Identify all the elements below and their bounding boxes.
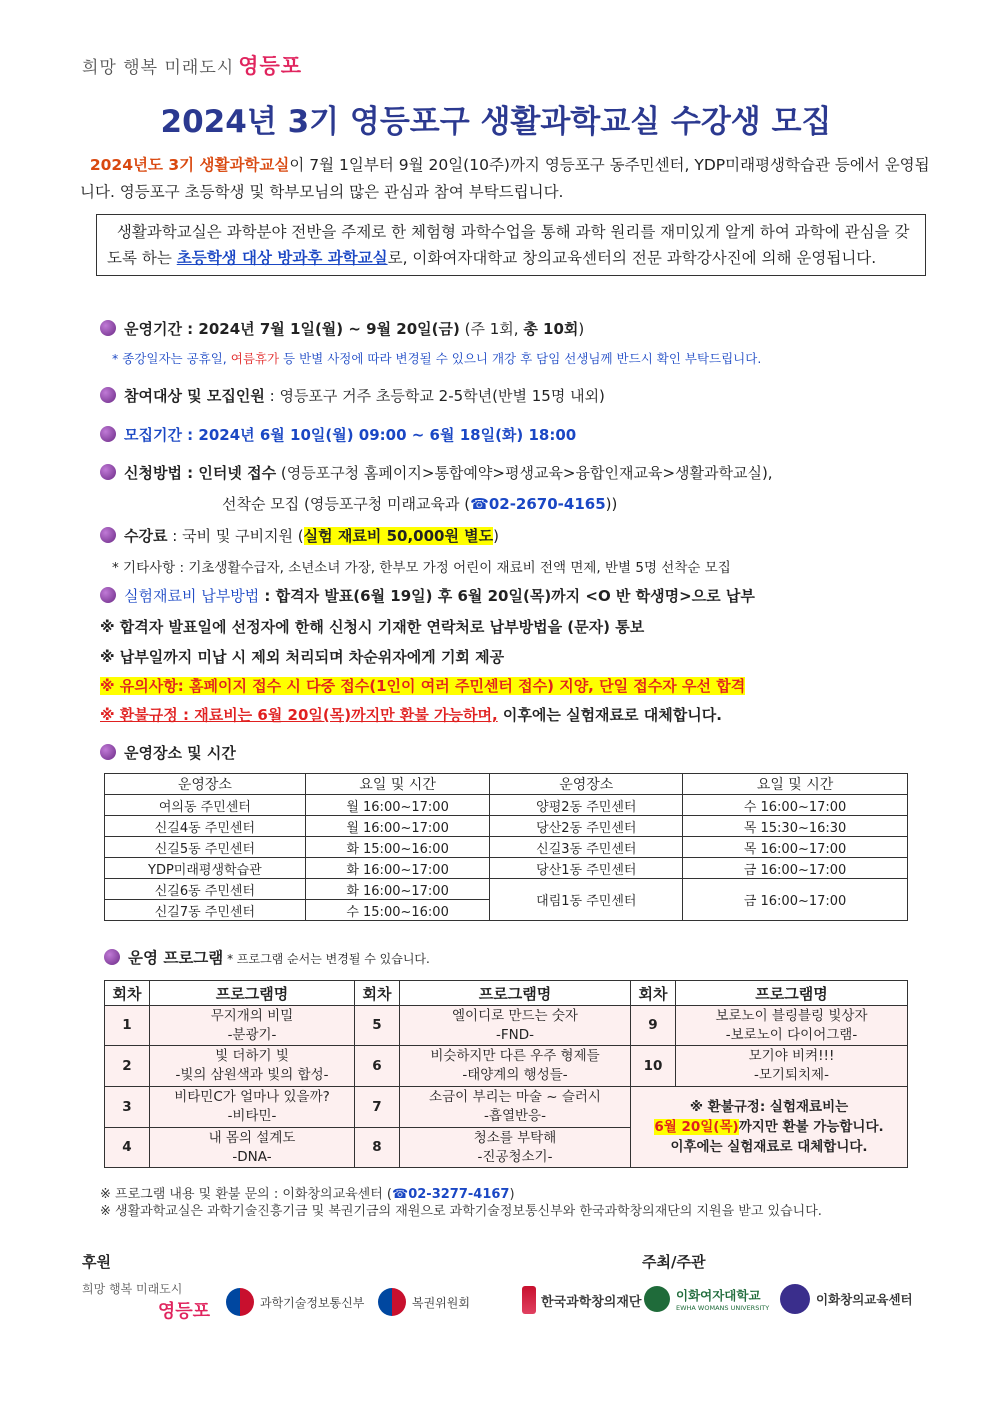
table-row bbox=[105, 858, 908, 879]
table-row bbox=[105, 1046, 908, 1087]
program-cell bbox=[150, 1006, 355, 1046]
bullet-icon bbox=[100, 426, 116, 442]
program-sub: -빛의 삼원색과 빛의 합성- bbox=[175, 1067, 329, 1083]
fee-label: 수강료 bbox=[124, 527, 168, 545]
program-cell bbox=[676, 1006, 908, 1046]
ewha-logo bbox=[644, 1286, 769, 1312]
period-extra: (주 1회, bbox=[459, 320, 524, 338]
city-logo bbox=[82, 1280, 210, 1323]
bullet-icon bbox=[104, 949, 120, 965]
venue-name: 당산2동 주민센터 bbox=[490, 816, 683, 837]
recruit-row bbox=[100, 424, 576, 445]
intro-text: 이 7월 1일부터 9월 20일(10주)까지 영등포구 동주민센터, YDP미래평생학습관 등에서 운영됩니다. 영등포구 초등학생 및 학부모님의 많은 관심과 참여 부탁드립니다. bbox=[80, 156, 930, 201]
col-num: 회차 bbox=[355, 981, 400, 1006]
venue-name: 신길5동 주민센터 bbox=[105, 837, 306, 858]
contact-b: ) bbox=[509, 1187, 515, 1202]
table-row bbox=[105, 879, 908, 900]
target-row bbox=[100, 385, 605, 406]
venue-time: 화 16:00~17:00 bbox=[305, 858, 490, 879]
venue-time: 목 16:00~17:00 bbox=[683, 837, 908, 858]
table-row bbox=[105, 1006, 908, 1046]
taegeuk-icon bbox=[226, 1288, 254, 1316]
description-box bbox=[96, 214, 926, 276]
notice-3-text: ※ 유의사항: 홈페이지 접수 시 다중 접수(1인이 여러 주민센터 접수) 지양, 단일 접수자 우선 합격 bbox=[100, 677, 746, 695]
venue-name: 대림1동 주민센터 bbox=[490, 879, 683, 921]
program-cell bbox=[150, 1046, 355, 1087]
apply-row bbox=[100, 462, 773, 483]
bullet-icon bbox=[100, 387, 116, 403]
fee-value: : 국비 및 구비지원 ( bbox=[167, 527, 304, 545]
program-sub: -진공청소기- bbox=[477, 1148, 553, 1165]
program-title: 무지개의 비밀 bbox=[210, 1007, 294, 1024]
program-num: 9 bbox=[631, 1006, 676, 1046]
bullet-icon bbox=[100, 320, 116, 336]
contact-phone: ☎02-3277-4167 bbox=[392, 1187, 510, 1202]
apply-value: (영등포구청 홈페이지>통합예약>평생교육>융합인재교육>생활과학교실), bbox=[276, 464, 773, 482]
program-sub: -DNA- bbox=[232, 1148, 272, 1165]
payment-value: : 합격자 발표(6월 19일) 후 6월 20일(목)까지 <O 반 학생명>으로 납부 bbox=[259, 587, 755, 605]
program-sub: -FND- bbox=[495, 1026, 534, 1043]
program-title: 엘이디로 만드는 숫자 bbox=[452, 1007, 578, 1024]
lottery-logo bbox=[378, 1288, 470, 1316]
taegeuk-icon bbox=[378, 1288, 406, 1316]
program-title: 보로노이 블링블링 빛상자 bbox=[715, 1007, 868, 1024]
refund-c: 이후에는 실험재료로 대체합니다. bbox=[670, 1139, 868, 1155]
period-note-red: 여름휴가 bbox=[230, 351, 280, 366]
venues-col-4: 요일 및 시간 bbox=[683, 774, 908, 795]
fee-highlight: 실험 재료비 50,000원 별도 bbox=[303, 527, 494, 545]
refund-note bbox=[631, 1087, 908, 1168]
center-name: 이화창의교육센터 bbox=[816, 1292, 913, 1307]
slogan-text: 희망 행복 미래도시 bbox=[82, 58, 235, 78]
program-sub: -태양계의 행성들- bbox=[462, 1067, 568, 1083]
period-row bbox=[100, 318, 584, 339]
venue-time: 월 16:00~17:00 bbox=[305, 816, 490, 837]
period-count: 총 10회 bbox=[523, 320, 579, 338]
period-close: ) bbox=[578, 320, 585, 338]
col-num: 회차 bbox=[631, 981, 676, 1006]
bullet-icon bbox=[100, 587, 116, 603]
period-note bbox=[112, 349, 761, 367]
venue-name: 양평2동 주민센터 bbox=[490, 795, 683, 816]
bullet-icon bbox=[100, 527, 116, 543]
notice-2: ※ 납부일까지 미납 시 제외 처리되며 차순위자에게 기회 제공 bbox=[100, 648, 505, 666]
notice-4-rest: 이후에는 실험재료로 대체합니다. bbox=[497, 706, 722, 724]
venues-heading-row bbox=[100, 742, 236, 763]
page-title: 2024년 3기 영등포구 생활과학교실 수강생 모집 bbox=[160, 104, 832, 140]
venues-table bbox=[104, 773, 908, 921]
venue-name: 신길7동 주민센터 bbox=[105, 900, 306, 921]
refund-a: ※ 환불규정: 실험재료비는 bbox=[689, 1099, 849, 1115]
col-name: 프로그램명 bbox=[150, 981, 355, 1006]
venues-col-1: 운영장소 bbox=[105, 774, 306, 795]
table-row bbox=[105, 1087, 908, 1128]
intro-paragraph bbox=[80, 152, 930, 206]
target-label: 참여대상 및 모집인원 bbox=[124, 387, 265, 405]
venue-time: 화 15:00~16:00 bbox=[305, 837, 490, 858]
venue-name: 당산1동 주민센터 bbox=[490, 858, 683, 879]
kofac-name: 한국과학창의재단 bbox=[541, 1294, 642, 1310]
recruit-period: 모집기간 : 2024년 6월 10일(월) 09:00 ~ 6월 18일(화) 18:00 bbox=[124, 426, 577, 444]
venue-time: 화 16:00~17:00 bbox=[305, 879, 490, 900]
program-sub: -보로노이 다이어그램- bbox=[725, 1026, 858, 1043]
program-num: 1 bbox=[105, 1006, 150, 1046]
venues-heading: 운영장소 및 시간 bbox=[124, 744, 236, 762]
fee-row bbox=[100, 525, 499, 546]
target-value: : 영등포구 거주 초등학교 2-5학년(반별 15명 내외) bbox=[264, 387, 605, 405]
venue-name: 신길3동 주민센터 bbox=[490, 837, 683, 858]
venue-time: 금 16:00~17:00 bbox=[683, 858, 908, 879]
lottery-name: 복권위원회 bbox=[412, 1295, 470, 1310]
apply-phone: ☎02-2670-4165 bbox=[470, 495, 606, 513]
notice-4-red: ※ 환불규정 : 재료비는 6월 20일(목)까지만 환불 가능하며, bbox=[100, 706, 498, 724]
ewha-name-en: EWHA WOMANS UNIVERSITY bbox=[676, 1304, 770, 1312]
period-note-b: 등 반별 사정에 따라 변경될 수 있으니 개강 후 담임 선생님께 반드시 확인 부탁드립니다. bbox=[279, 351, 762, 366]
host-label: 주최/주관 bbox=[642, 1253, 706, 1271]
fee-note: * 기타사항 : 기초생활수급자, 소년소녀 가장, 한부모 가정 어린이 재료비 전액 면제, 반별 5명 선착순 모집 bbox=[112, 560, 731, 576]
venue-name: 신길6동 주민센터 bbox=[105, 879, 306, 900]
venue-name: 여의동 주민센터 bbox=[105, 795, 306, 816]
kofac-icon bbox=[522, 1286, 536, 1314]
program-num: 3 bbox=[105, 1087, 150, 1128]
program-num: 8 bbox=[355, 1128, 400, 1168]
programs-table bbox=[104, 980, 908, 1168]
program-cell bbox=[400, 1006, 631, 1046]
programs-note: * 프로그램 순서는 변경될 수 있습니다. bbox=[223, 952, 430, 966]
venue-time: 금 16:00~17:00 bbox=[683, 879, 908, 921]
box-emphasis: 초등학생 대상 방과후 과학교실 bbox=[176, 249, 388, 267]
city-name: 영등포 bbox=[238, 54, 303, 78]
footer-funding: ※ 생활과학교실은 과학기술진흥기금 및 복권기금의 재원으로 과학기술정보통신부와 한국과학창의재단의 지원을 받고 있습니다. bbox=[100, 1204, 822, 1219]
venue-time: 월 16:00~17:00 bbox=[305, 795, 490, 816]
payment-label: 실험재료비 납부방법 bbox=[124, 587, 260, 605]
program-num: 7 bbox=[355, 1087, 400, 1128]
program-cell bbox=[150, 1087, 355, 1128]
program-sub: -흡열반응- bbox=[484, 1108, 546, 1124]
table-row bbox=[105, 795, 908, 816]
program-title: 소금이 부리는 마술 ~ 슬러시 bbox=[429, 1089, 601, 1105]
notice-1: ※ 합격자 발표일에 선정자에 한해 신청시 기재한 연락처로 납부방법을 (문자) 통보 bbox=[100, 618, 645, 636]
contact-a: ※ 프로그램 내용 및 환불 문의 : 이화창의교육센터 ( bbox=[100, 1187, 393, 1202]
msit-logo bbox=[226, 1288, 364, 1316]
refund-date: 6월 20일(목) bbox=[654, 1119, 739, 1135]
apply-label: 신청방법 : 인터넷 접수 bbox=[124, 464, 277, 482]
notice-4 bbox=[100, 704, 722, 725]
city-logo-slogan: 희망 행복 미래도시 bbox=[82, 1282, 183, 1296]
apply-row-2 bbox=[222, 493, 617, 514]
program-title: 내 몸의 설계도 bbox=[208, 1129, 296, 1146]
col-name: 프로그램명 bbox=[676, 981, 908, 1006]
program-num: 2 bbox=[105, 1046, 150, 1087]
payment-row bbox=[100, 585, 755, 606]
table-row bbox=[105, 816, 908, 837]
ewha-emblem-icon bbox=[644, 1286, 670, 1312]
center-emblem-icon bbox=[780, 1284, 810, 1314]
notice-3 bbox=[100, 675, 745, 696]
program-num: 10 bbox=[631, 1046, 676, 1087]
box-part2: 로, 이화여자대학교 창의교육센터의 전문 과학강사진에 의해 운영됩니다. bbox=[387, 249, 877, 267]
program-sub: -분광기- bbox=[227, 1026, 277, 1043]
table-row bbox=[105, 837, 908, 858]
box-part1: 생활과학교실은 과학분야 전반을 주제로 한 체험형 과학수업을 통해 과학 원리를 재미있게 알게 하여 과학에 관심을 갖도록 하는 bbox=[107, 223, 910, 267]
footer-contact bbox=[100, 1183, 515, 1202]
venue-name: 신길4동 주민센터 bbox=[105, 816, 306, 837]
sponsor-label: 후원 bbox=[82, 1253, 111, 1271]
program-cell bbox=[150, 1128, 355, 1168]
venues-col-2: 요일 및 시간 bbox=[305, 774, 490, 795]
program-sub: -모기퇴치제- bbox=[754, 1067, 829, 1083]
program-num: 4 bbox=[105, 1128, 150, 1168]
col-name: 프로그램명 bbox=[400, 981, 631, 1006]
program-num: 6 bbox=[355, 1046, 400, 1087]
venue-name: YDP미래평생학습관 bbox=[105, 858, 306, 879]
programs-heading: 운영 프로그램 bbox=[128, 949, 224, 967]
period-label: 운영기간 : 2024년 7월 1일(월) ~ 9월 20일(금) bbox=[124, 320, 460, 338]
kofac-logo bbox=[522, 1286, 641, 1314]
program-cell bbox=[676, 1046, 908, 1087]
program-cell bbox=[400, 1128, 631, 1168]
program-sub: -비타민- bbox=[227, 1108, 277, 1124]
program-title: 비슷하지만 다른 우주 형제들 bbox=[430, 1048, 600, 1064]
center-logo bbox=[780, 1284, 913, 1314]
refund-b: 까지만 환불 가능합니다. bbox=[738, 1119, 884, 1135]
venue-time: 수 15:00~16:00 bbox=[305, 900, 490, 921]
intro-highlight: 2024년도 3기 생활과학교실 bbox=[89, 156, 290, 174]
programs-heading-row bbox=[104, 946, 430, 968]
bullet-icon bbox=[100, 464, 116, 480]
col-num: 회차 bbox=[105, 981, 150, 1006]
ewha-name: 이화여자대학교 bbox=[676, 1288, 761, 1303]
program-cell bbox=[400, 1087, 631, 1128]
program-cell bbox=[400, 1046, 631, 1087]
msit-name: 과학기술정보통신부 bbox=[260, 1295, 365, 1310]
program-title: 청소를 부탁해 bbox=[473, 1129, 557, 1146]
venue-time: 수 16:00~17:00 bbox=[683, 795, 908, 816]
bullet-icon bbox=[100, 744, 116, 760]
period-note-a: * 종강일자는 공휴일, bbox=[112, 351, 231, 366]
program-num: 5 bbox=[355, 1006, 400, 1046]
program-title: 모기야 비켜!!! bbox=[748, 1048, 835, 1064]
city-slogan bbox=[82, 50, 302, 80]
fee-close: ) bbox=[493, 527, 500, 545]
program-title: 비타민C가 얼마나 있을까? bbox=[174, 1089, 330, 1105]
apply2-a: 선착순 모집 (영등포구청 미래교육과 ( bbox=[222, 495, 471, 513]
program-title: 빛 더하기 빛 bbox=[215, 1048, 289, 1064]
apply2-b: )) bbox=[605, 495, 618, 513]
venue-time: 목 15:30~16:30 bbox=[683, 816, 908, 837]
venues-col-3: 운영장소 bbox=[490, 774, 683, 795]
city-logo-name: 영등포 bbox=[157, 1301, 210, 1322]
